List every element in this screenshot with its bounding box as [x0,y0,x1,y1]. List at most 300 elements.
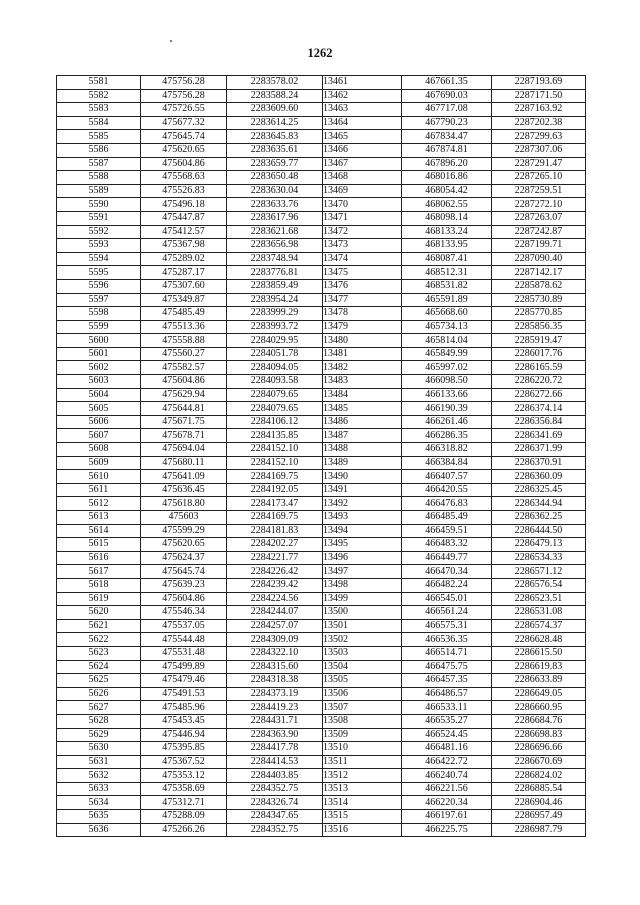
y-coordinate-cell: 2284181.83 [227,524,323,538]
point-id-cell: 13492 [323,497,402,511]
y-coordinate-cell: 2284347.65 [227,810,323,824]
point-id-cell: 13466 [323,143,402,157]
x-coordinate-cell: 475485.49 [141,307,227,321]
x-coordinate-cell: 466545.01 [402,592,492,606]
x-coordinate-cell: 467661.35 [402,76,492,90]
point-id-cell: 5587 [57,157,141,171]
table-row [57,551,586,565]
y-coordinate-cell: 2284152.10 [227,456,323,470]
table-row [57,184,586,198]
y-coordinate-cell: 2283588.24 [227,89,323,103]
table-row [57,293,586,307]
x-coordinate-cell: 466384.84 [402,456,492,470]
y-coordinate-cell: 2286374.14 [492,402,586,416]
point-id-cell: 5625 [57,674,141,688]
x-coordinate-cell: 465591.89 [402,293,492,307]
point-id-cell: 5617 [57,565,141,579]
y-coordinate-cell: 2283578.02 [227,76,323,90]
y-coordinate-cell: 2286017.76 [492,347,586,361]
y-coordinate-cell: 2286885.54 [492,782,586,796]
y-coordinate-cell: 2284226.42 [227,565,323,579]
point-id-cell: 5613 [57,511,141,525]
point-id-cell: 5608 [57,443,141,457]
table-row [57,619,586,633]
x-coordinate-cell: 475491.53 [141,687,227,701]
point-id-cell: 13499 [323,592,402,606]
x-coordinate-cell: 475485.96 [141,701,227,715]
x-coordinate-cell: 466449.77 [402,551,492,565]
y-coordinate-cell: 2286660.95 [492,701,586,715]
x-coordinate-cell: 475560.27 [141,347,227,361]
x-coordinate-cell: 475349.87 [141,293,227,307]
x-coordinate-cell: 466286.35 [402,429,492,443]
table-row [57,443,586,457]
x-coordinate-cell: 475604.86 [141,157,227,171]
x-coordinate-cell: 466261.46 [402,415,492,429]
x-coordinate-cell: 468133.95 [402,239,492,253]
table-row [57,796,586,810]
y-coordinate-cell: 2287272.10 [492,198,586,212]
y-coordinate-cell: 2287259.51 [492,184,586,198]
x-coordinate-cell: 475645.74 [141,565,227,579]
y-coordinate-cell: 2284326.74 [227,796,323,810]
x-coordinate-cell: 466197.61 [402,810,492,824]
y-coordinate-cell: 2286619.83 [492,660,586,674]
x-coordinate-cell: 475544.48 [141,633,227,647]
y-coordinate-cell: 2283859.49 [227,279,323,293]
point-id-cell: 13497 [323,565,402,579]
x-coordinate-cell: 475558.88 [141,334,227,348]
point-id-cell: 13479 [323,320,402,334]
y-coordinate-cell: 2287090.40 [492,252,586,266]
table-row [57,171,586,185]
point-id-cell: 5594 [57,252,141,266]
x-coordinate-cell: 468512.31 [402,266,492,280]
x-coordinate-cell: 475479.46 [141,674,227,688]
x-coordinate-cell: 475367.98 [141,239,227,253]
point-id-cell: 5614 [57,524,141,538]
point-id-cell: 5636 [57,823,141,837]
x-coordinate-cell: 475618.80 [141,497,227,511]
x-coordinate-cell: 466561.24 [402,606,492,620]
table-row [57,823,586,837]
point-id-cell: 5582 [57,89,141,103]
y-coordinate-cell: 2284309.09 [227,633,323,647]
x-coordinate-cell: 466190.39 [402,402,492,416]
table-row [57,701,586,715]
y-coordinate-cell: 2284106.12 [227,415,323,429]
y-coordinate-cell: 2283609.60 [227,103,323,117]
x-coordinate-cell: 466133.66 [402,388,492,402]
point-id-cell: 13494 [323,524,402,538]
point-id-cell: 5583 [57,103,141,117]
y-coordinate-cell: 2284403.85 [227,769,323,783]
point-id-cell: 5593 [57,239,141,253]
table-row [57,538,586,552]
table-row [57,633,586,647]
y-coordinate-cell: 2283614.25 [227,116,323,130]
x-coordinate-cell: 467874.81 [402,143,492,157]
y-coordinate-cell: 2286534.33 [492,551,586,565]
point-id-cell: 5603 [57,375,141,389]
x-coordinate-cell: 475353.12 [141,769,227,783]
y-coordinate-cell: 2284257.07 [227,619,323,633]
point-id-cell: 13467 [323,157,402,171]
x-coordinate-cell: 475678.71 [141,429,227,443]
point-id-cell: 13464 [323,116,402,130]
point-id-cell: 5581 [57,76,141,90]
table-row [57,592,586,606]
x-coordinate-cell: 475367.52 [141,755,227,769]
x-coordinate-cell: 475644.81 [141,402,227,416]
y-coordinate-cell: 2284318.38 [227,674,323,688]
point-id-cell: 5619 [57,592,141,606]
table-row [57,198,586,212]
y-coordinate-cell: 2284373.19 [227,687,323,701]
point-id-cell: 5607 [57,429,141,443]
point-id-cell: 5592 [57,225,141,239]
point-id-cell: 5589 [57,184,141,198]
x-coordinate-cell: 475531.48 [141,646,227,660]
y-coordinate-cell: 2287171.50 [492,89,586,103]
point-id-cell: 5585 [57,130,141,144]
table-row [57,375,586,389]
page-number: 1262 [307,46,333,60]
y-coordinate-cell: 2283650.48 [227,171,323,185]
point-id-cell: 13493 [323,511,402,525]
y-coordinate-cell: 2286696.66 [492,742,586,756]
table-row [57,307,586,321]
y-coordinate-cell: 2284244.07 [227,606,323,620]
y-coordinate-cell: 2286371.99 [492,443,586,457]
table-row [57,388,586,402]
x-coordinate-cell: 466482.24 [402,578,492,592]
x-coordinate-cell: 468054.42 [402,184,492,198]
table-row [57,347,586,361]
x-coordinate-cell: 466524.45 [402,728,492,742]
x-coordinate-cell: 475756.28 [141,76,227,90]
y-coordinate-cell: 2284322.10 [227,646,323,660]
point-id-cell: 5630 [57,742,141,756]
x-coordinate-cell: 475446.94 [141,728,227,742]
point-id-cell: 13463 [323,103,402,117]
point-id-cell: 13505 [323,674,402,688]
coordinates-table [56,75,586,837]
table-row [57,524,586,538]
x-coordinate-cell: 475604.86 [141,592,227,606]
point-id-cell: 13483 [323,375,402,389]
point-id-cell: 5599 [57,320,141,334]
x-coordinate-cell: 475287.17 [141,266,227,280]
x-coordinate-cell: 475568.63 [141,171,227,185]
y-coordinate-cell: 2287199.71 [492,239,586,253]
y-coordinate-cell: 2286574.37 [492,619,586,633]
y-coordinate-cell: 2283748.94 [227,252,323,266]
x-coordinate-cell: 466575.31 [402,619,492,633]
y-coordinate-cell: 2286698.83 [492,728,586,742]
x-coordinate-cell: 475671.75 [141,415,227,429]
point-id-cell: 13476 [323,279,402,293]
table-row [57,483,586,497]
point-id-cell: 5629 [57,728,141,742]
x-coordinate-cell: 466536.35 [402,633,492,647]
point-id-cell: 5616 [57,551,141,565]
x-coordinate-cell: 466533.11 [402,701,492,715]
x-coordinate-cell: 468133.24 [402,225,492,239]
table-row [57,89,586,103]
x-coordinate-cell: 466535.27 [402,714,492,728]
point-id-cell: 13484 [323,388,402,402]
table-row [57,674,586,688]
x-coordinate-cell: 475645.74 [141,130,227,144]
point-id-cell: 5598 [57,307,141,321]
point-id-cell: 13473 [323,239,402,253]
x-coordinate-cell: 467717.08 [402,103,492,117]
table-row [57,402,586,416]
y-coordinate-cell: 2283656.98 [227,239,323,253]
x-coordinate-cell: 466220.34 [402,796,492,810]
x-coordinate-cell: 465734.13 [402,320,492,334]
x-coordinate-cell: 475526.83 [141,184,227,198]
y-coordinate-cell: 2287163.92 [492,103,586,117]
table-row [57,130,586,144]
x-coordinate-cell: 466318.82 [402,443,492,457]
y-coordinate-cell: 2284051.78 [227,347,323,361]
y-coordinate-cell: 2284029.95 [227,334,323,348]
x-coordinate-cell: 466407.57 [402,470,492,484]
y-coordinate-cell: 2283659.77 [227,157,323,171]
point-id-cell: 13477 [323,293,402,307]
point-id-cell: 13487 [323,429,402,443]
x-coordinate-cell: 475604.86 [141,375,227,389]
y-coordinate-cell: 2284079.65 [227,402,323,416]
y-coordinate-cell: 2284224.56 [227,592,323,606]
x-coordinate-cell: 465814.04 [402,334,492,348]
point-id-cell: 13501 [323,619,402,633]
y-coordinate-cell: 2286370.91 [492,456,586,470]
table-row [57,279,586,293]
y-coordinate-cell: 2284202.27 [227,538,323,552]
y-coordinate-cell: 2285730.89 [492,293,586,307]
y-coordinate-cell: 2284419.23 [227,701,323,715]
point-id-cell: 5597 [57,293,141,307]
x-coordinate-cell: 466420.55 [402,483,492,497]
point-id-cell: 13475 [323,266,402,280]
x-coordinate-cell: 475680.11 [141,456,227,470]
table-row [57,728,586,742]
point-id-cell: 5622 [57,633,141,647]
point-id-cell: 5586 [57,143,141,157]
x-coordinate-cell: 475636.45 [141,483,227,497]
table-row [57,157,586,171]
y-coordinate-cell: 2284221.77 [227,551,323,565]
point-id-cell: 5591 [57,211,141,225]
x-coordinate-cell: 475599.29 [141,524,227,538]
x-coordinate-cell: 466470.34 [402,565,492,579]
point-id-cell: 13478 [323,307,402,321]
y-coordinate-cell: 2283617.96 [227,211,323,225]
point-id-cell: 5596 [57,279,141,293]
y-coordinate-cell: 2287193.69 [492,76,586,90]
x-coordinate-cell: 475639.23 [141,578,227,592]
y-coordinate-cell: 2287291.47 [492,157,586,171]
y-coordinate-cell: 2284352.75 [227,823,323,837]
point-id-cell: 5590 [57,198,141,212]
y-coordinate-cell: 2286824.02 [492,769,586,783]
y-coordinate-cell: 2284169.75 [227,511,323,525]
y-coordinate-cell: 2284315.60 [227,660,323,674]
x-coordinate-cell: 466459.51 [402,524,492,538]
x-coordinate-cell: 475266.26 [141,823,227,837]
y-coordinate-cell: 2286344.94 [492,497,586,511]
y-coordinate-cell: 2283999.29 [227,307,323,321]
point-id-cell: 13512 [323,769,402,783]
x-coordinate-cell: 468062.55 [402,198,492,212]
point-id-cell: 5606 [57,415,141,429]
table-row [57,252,586,266]
x-coordinate-cell: 475395.85 [141,742,227,756]
x-coordinate-cell: 475453.45 [141,714,227,728]
y-coordinate-cell: 2286684.76 [492,714,586,728]
y-coordinate-cell: 2286957.49 [492,810,586,824]
point-id-cell: 5620 [57,606,141,620]
x-coordinate-cell: 475307.60 [141,279,227,293]
y-coordinate-cell: 2285878.62 [492,279,586,293]
table-row [57,415,586,429]
x-coordinate-cell: 467790.23 [402,116,492,130]
y-coordinate-cell: 2286356.84 [492,415,586,429]
table-row [57,497,586,511]
x-coordinate-cell: 466221.56 [402,782,492,796]
point-id-cell: 13488 [323,443,402,457]
table-row [57,769,586,783]
x-coordinate-cell: 475447.87 [141,211,227,225]
x-coordinate-cell: 475496.18 [141,198,227,212]
point-id-cell: 13506 [323,687,402,701]
point-id-cell: 13462 [323,89,402,103]
point-id-cell: 13498 [323,578,402,592]
x-coordinate-cell: 465997.02 [402,361,492,375]
point-id-cell: 13507 [323,701,402,715]
y-coordinate-cell: 2284239.42 [227,578,323,592]
x-coordinate-cell: 466240.74 [402,769,492,783]
point-id-cell: 5612 [57,497,141,511]
point-id-cell: 13496 [323,551,402,565]
table-row [57,225,586,239]
y-coordinate-cell: 2284152.10 [227,443,323,457]
x-coordinate-cell: 466475.75 [402,660,492,674]
table-row [57,266,586,280]
x-coordinate-cell: 467834.47 [402,130,492,144]
point-id-cell: 13489 [323,456,402,470]
x-coordinate-cell: 466514.71 [402,646,492,660]
point-id-cell: 13481 [323,347,402,361]
point-id-cell: 13509 [323,728,402,742]
y-coordinate-cell: 2286649.05 [492,687,586,701]
x-coordinate-cell: 475629.94 [141,388,227,402]
point-id-cell: 5602 [57,361,141,375]
point-id-cell: 5600 [57,334,141,348]
table-row [57,143,586,157]
x-coordinate-cell: 475620.65 [141,538,227,552]
table-row [57,320,586,334]
table-row [57,565,586,579]
point-id-cell: 5624 [57,660,141,674]
x-coordinate-cell: 468531.82 [402,279,492,293]
point-id-cell: 5621 [57,619,141,633]
point-id-cell: 13465 [323,130,402,144]
point-id-cell: 13514 [323,796,402,810]
x-coordinate-cell: 466486.57 [402,687,492,701]
table-row [57,578,586,592]
x-coordinate-cell: 475499.89 [141,660,227,674]
y-coordinate-cell: 2284169.75 [227,470,323,484]
point-id-cell: 13486 [323,415,402,429]
point-id-cell: 5634 [57,796,141,810]
y-coordinate-cell: 2284192.05 [227,483,323,497]
point-id-cell: 5615 [57,538,141,552]
point-id-cell: 5623 [57,646,141,660]
x-coordinate-cell: 468087.41 [402,252,492,266]
table-row [57,361,586,375]
x-coordinate-cell: 466483.32 [402,538,492,552]
x-coordinate-cell: 475624.37 [141,551,227,565]
point-id-cell: 13513 [323,782,402,796]
x-coordinate-cell: 466098.50 [402,375,492,389]
point-id-cell: 13468 [323,171,402,185]
y-coordinate-cell: 2286360.09 [492,470,586,484]
y-coordinate-cell: 2283993.72 [227,320,323,334]
y-coordinate-cell: 2284093.58 [227,375,323,389]
y-coordinate-cell: 2283630.04 [227,184,323,198]
point-id-cell: 13480 [323,334,402,348]
y-coordinate-cell: 2287307.06 [492,143,586,157]
y-coordinate-cell: 2284352.75 [227,782,323,796]
y-coordinate-cell: 2284414.53 [227,755,323,769]
table-row [57,211,586,225]
y-coordinate-cell: 2286628.48 [492,633,586,647]
point-id-cell: 13500 [323,606,402,620]
point-id-cell: 13469 [323,184,402,198]
y-coordinate-cell: 2283954.24 [227,293,323,307]
y-coordinate-cell: 2286325.45 [492,483,586,497]
point-id-cell: 5626 [57,687,141,701]
coordinates-table-body [57,76,586,837]
y-coordinate-cell: 2284431.71 [227,714,323,728]
point-id-cell: 5595 [57,266,141,280]
point-id-cell: 5633 [57,782,141,796]
table-row [57,511,586,525]
table-row [57,660,586,674]
y-coordinate-cell: 2286987.79 [492,823,586,837]
point-id-cell: 5618 [57,578,141,592]
table-row [57,810,586,824]
x-coordinate-cell: 468098.14 [402,211,492,225]
x-coordinate-cell: 466485.49 [402,511,492,525]
point-id-cell: 5611 [57,483,141,497]
y-coordinate-cell: 2286165.59 [492,361,586,375]
table-row [57,687,586,701]
y-coordinate-cell: 2286633.89 [492,674,586,688]
x-coordinate-cell: 466476.83 [402,497,492,511]
x-coordinate-cell: 466481.16 [402,742,492,756]
y-coordinate-cell: 2286531.08 [492,606,586,620]
y-coordinate-cell: 2284135.85 [227,429,323,443]
y-coordinate-cell: 2286571.12 [492,565,586,579]
x-coordinate-cell: 475312.71 [141,796,227,810]
point-id-cell: 5610 [57,470,141,484]
point-id-cell: 13495 [323,538,402,552]
